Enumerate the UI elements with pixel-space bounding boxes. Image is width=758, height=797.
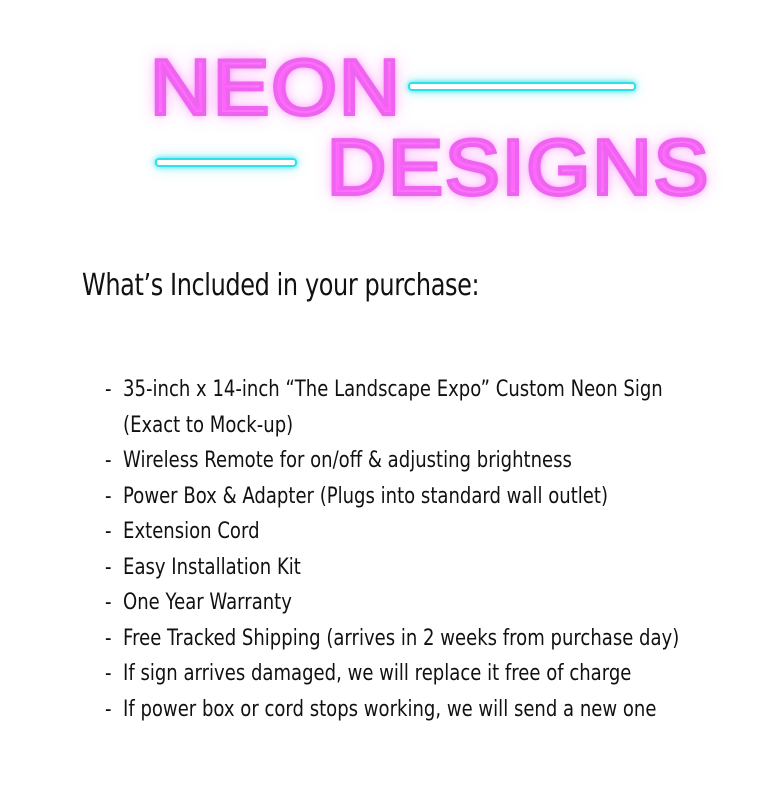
bullet-dash: - [105,448,112,473]
neon-designs-logo [140,40,711,211]
list-item-remote [105,443,630,479]
item-text: Easy Installation Kit [123,554,301,580]
list-item-damage-policy [105,656,630,692]
list-item-installation-kit [105,550,630,586]
item-text: Wireless Remote for on/off & adjusting brightness [123,448,572,473]
bullet-dash: - [105,483,112,509]
bullet-dash: - [105,696,112,722]
bullet-dash: - [105,519,112,544]
item-text: Extension Cord [123,519,260,544]
list-item-extension-cord [105,514,630,550]
list-item-sign [105,372,663,443]
list-item-replacement-policy [105,692,657,728]
bullet-dash: - [105,554,112,580]
item-text: One Year Warranty [123,590,292,615]
logo-word-designs: DESIGNS [327,123,711,211]
included-items-list [105,372,745,727]
item-text: Power Box & Adapter (Plugs into standard wall outlet) [123,483,609,509]
list-item-shipping [105,621,680,657]
item-text-continued: (Exact to Mock-up) [123,412,294,438]
logo-word-neon: NEON [150,43,403,131]
bullet-dash: - [105,625,112,651]
item-text: If power box or cord stops working, we will send a new one [123,696,657,722]
logo-neon-line-left [155,158,297,167]
item-text: 35-inch x 14-inch “The Landscape Expo” Custom Neon Sign [123,377,663,402]
item-text: Free Tracked Shipping (arrives in 2 weeks from purchase day) [123,625,680,651]
item-text: If sign arrives damaged, we will replace it free of charge [123,661,632,686]
bullet-dash: - [105,377,112,402]
bullet-dash: - [105,590,112,615]
list-item-power-box [105,479,630,515]
included-heading: What’s Included in your purchase: [82,268,480,303]
list-item-warranty [105,585,630,621]
logo-neon-line-right [408,82,636,91]
bullet-dash: - [105,661,112,686]
